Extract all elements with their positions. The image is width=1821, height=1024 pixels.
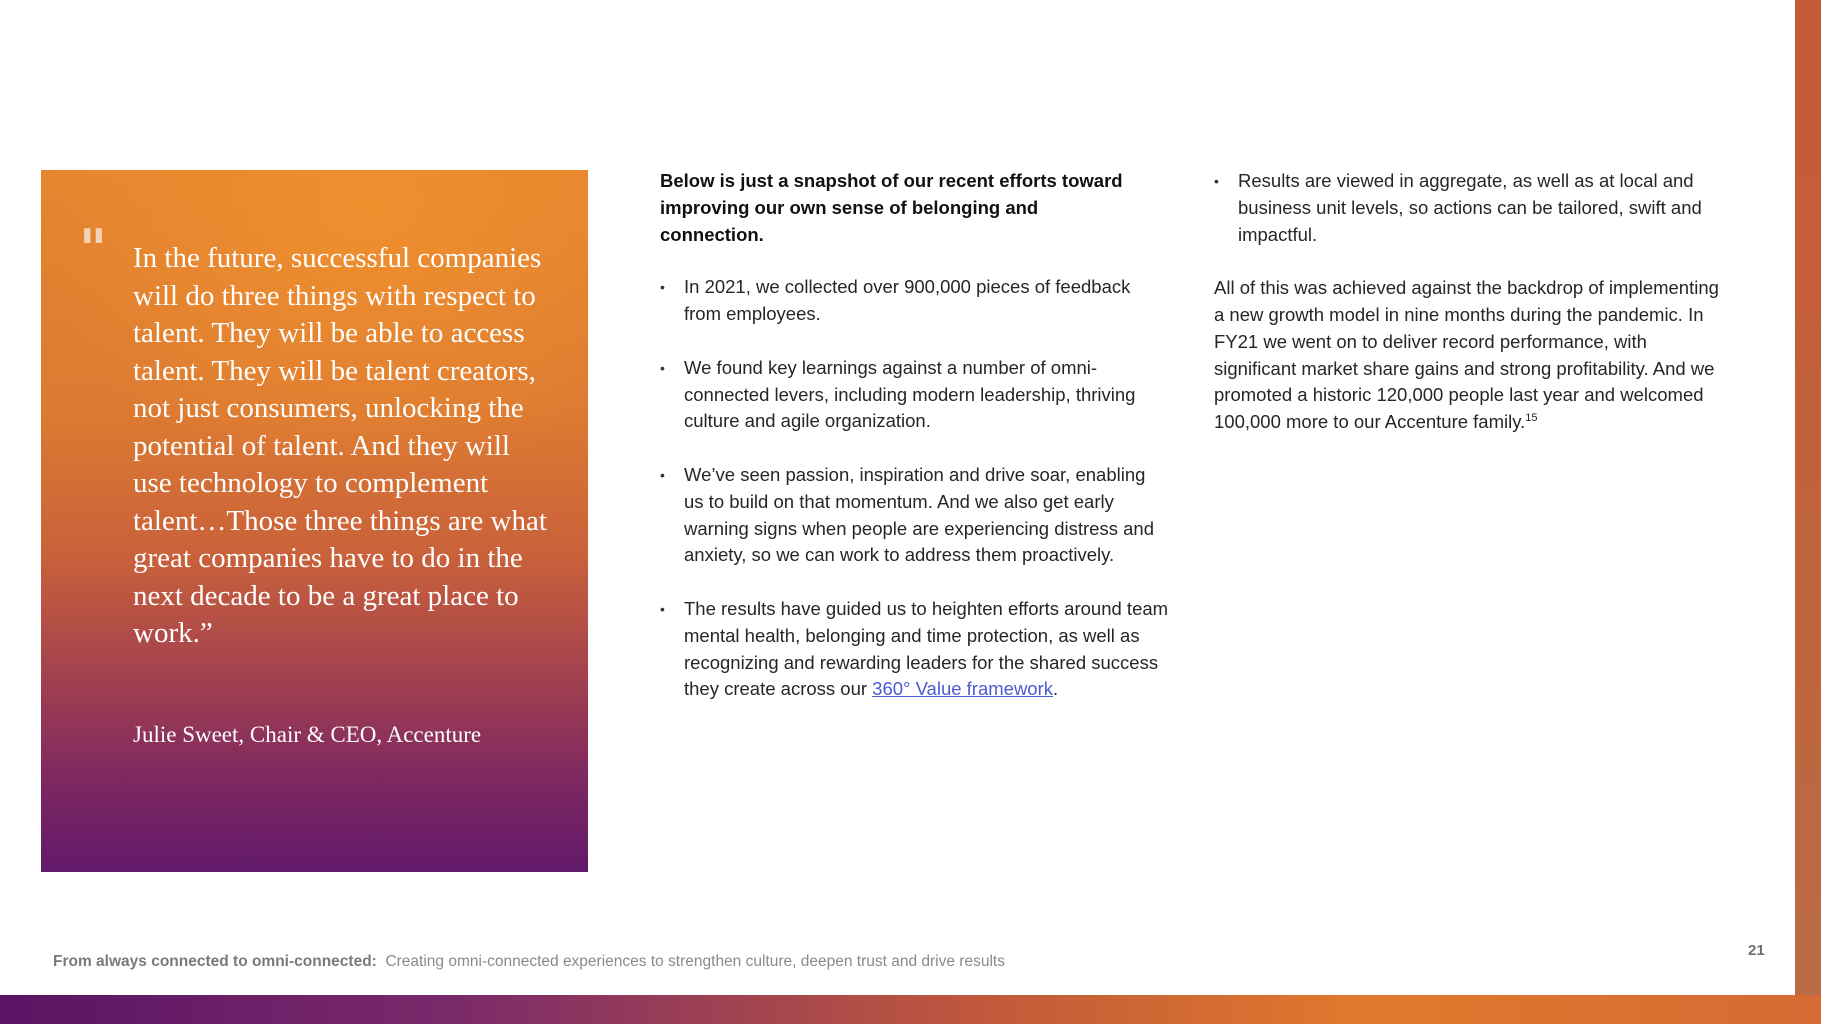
column-middle xyxy=(660,168,1170,730)
list-item-text: The results have guided us to heighten efforts around team mental health, belonging and time protection, as well as recognizing and rewarding leaders for the shared success they create across our xyxy=(684,597,1169,700)
footer-subtitle: Creating omni-connected experiences to strengthen culture, deepen trust and drive results xyxy=(385,953,1005,970)
list-item xyxy=(660,596,1170,703)
list-item xyxy=(660,274,1170,328)
link-trailing-period: . xyxy=(1053,678,1059,700)
results-list xyxy=(1214,168,1734,248)
quote-text: In the future, successful companies will do three things with respect to talent. They will be able to access talent. They will be talent creators, not just consumers, unlocking the potential of talent. And they will use technology to complement talent…Those three things are what great companies have to do in the next decade to be a great place to work.” xyxy=(133,242,547,649)
footnote-ref[interactable]: 15 xyxy=(1525,412,1538,425)
bullet-icon: • xyxy=(660,600,665,617)
bullet-icon: • xyxy=(660,279,665,296)
value-framework-link[interactable]: 360° Value framework xyxy=(872,678,1054,700)
column-right xyxy=(1214,168,1734,436)
efforts-list xyxy=(660,274,1170,703)
quote-mark-icon: " xyxy=(79,217,108,281)
footer xyxy=(53,953,1453,971)
lead-paragraph: Below is just a snapshot of our recent efforts toward improving our own sense of belonging and connection. xyxy=(660,170,1123,245)
quote-panel xyxy=(41,170,588,872)
list-item-text: We’ve seen passion, inspiration and drive soar, enabling us to build on that momentum. And we also get early warning signs when people are experiencing distress and anxiety, so we can work to address them proactively. xyxy=(684,463,1154,566)
footer-section-title: From always connected to omni-connected: xyxy=(53,953,377,970)
page-number: 21 xyxy=(1748,942,1765,959)
summary-paragraph xyxy=(1214,275,1734,436)
quote-attribution: Julie Sweet, Chair & CEO, Accenture xyxy=(133,722,482,747)
bullet-icon: • xyxy=(660,359,665,376)
list-item xyxy=(660,355,1170,435)
bottom-gradient-band xyxy=(0,995,1821,1024)
list-item xyxy=(1214,168,1734,248)
bullet-icon: • xyxy=(1214,173,1219,189)
list-item-text: In 2021, we collected over 900,000 pieces of feedback from employees. xyxy=(684,276,1131,325)
list-item xyxy=(660,462,1170,569)
list-item-text: We found key learnings against a number of omni-connected levers, including modern leadership, thriving culture and agile organization. xyxy=(684,356,1136,432)
bullet-icon: • xyxy=(660,466,665,483)
right-accent-band xyxy=(1795,0,1821,1024)
list-item-text: Results are viewed in aggregate, as well as at local and business unit levels, so actions can be tailored, swift and impactful. xyxy=(1238,170,1702,245)
summary-text: All of this was achieved against the backdrop of implementing a new growth model in nine months during the pandemic. In FY21 we went on to deliver record performance, with significant market share gains and strong profitability. And we promoted a historic 120,000 people last year and welcomed 100,000 more to our Accenture family. xyxy=(1214,277,1719,433)
